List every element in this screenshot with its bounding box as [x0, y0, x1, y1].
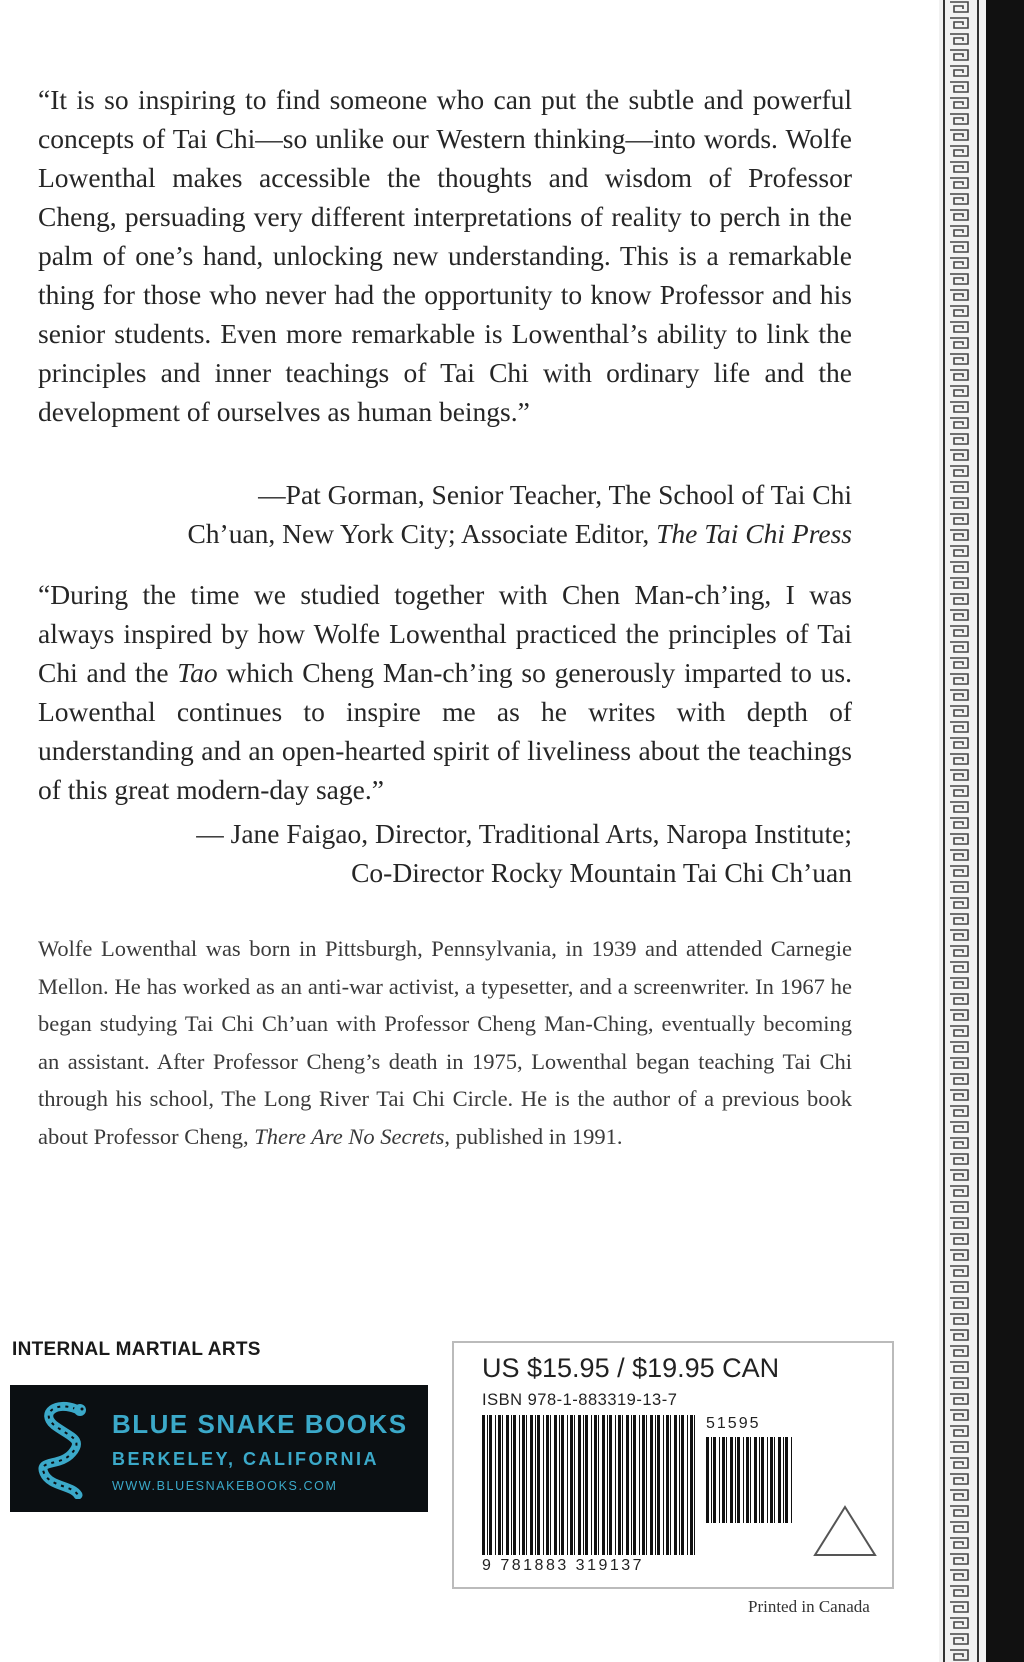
barcode-number: 9 781883 319137	[482, 1557, 645, 1574]
barcode-bar	[618, 1415, 621, 1555]
barcode-bar	[583, 1415, 584, 1555]
barcode-bar	[537, 1415, 540, 1555]
barcode-bar	[607, 1415, 608, 1555]
barcode-bar	[706, 1437, 709, 1523]
barcode-bar	[570, 1415, 573, 1555]
barcode-bar	[670, 1415, 671, 1555]
barcode-bar	[585, 1415, 588, 1555]
barcode-bar	[746, 1437, 749, 1523]
barcode-bar	[674, 1415, 677, 1555]
barcode-bar	[498, 1415, 501, 1555]
barcode-bar	[743, 1437, 744, 1523]
barcode-bar	[559, 1415, 560, 1555]
testimonial-quote-2	[38, 575, 852, 809]
barcode-bar	[561, 1415, 564, 1555]
barcode-bar	[594, 1415, 597, 1555]
quote-1-attribution-line2	[38, 514, 852, 553]
barcode-bar	[574, 1415, 575, 1555]
quote-1-attribution-line1: —Pat Gorman, Senior Teacher, The School of Tai Chi	[258, 479, 852, 510]
barcode-bar	[750, 1437, 751, 1523]
barcode-bar	[726, 1437, 727, 1523]
barcode-bar	[513, 1415, 516, 1555]
barcode-bar	[711, 1437, 712, 1523]
barcode-bar	[722, 1437, 725, 1523]
barcode-bar	[502, 1415, 503, 1555]
barcode-bar	[783, 1437, 784, 1523]
quote-2-text-part2: which Cheng Man-ch’ing so generously imparted to us. Lowenthal continues to inspire me as he writes with depth of understanding and an open-hearted spirit of liveliness about the teachings of this great modern-day sage.”	[38, 657, 852, 805]
author-bio-part2: , published in 1991.	[444, 1123, 623, 1149]
barcode-bar	[774, 1437, 775, 1523]
barcode-bar	[666, 1415, 669, 1555]
barcode-bar	[602, 1415, 605, 1555]
author-bio	[38, 930, 852, 1155]
greek-key-pattern-icon	[946, 0, 974, 1662]
author-bio-part1: Wolfe Lowenthal was born in Pittsburgh, Pennsylvania, in 1939 and attended Carnegie Mellon. He has worked as an anti-war activist, a typesetter, and a screenwriter. In 1967 he began studying Tai Chi Ch’uan with Professor Cheng Man-Ching, eventually becoming an assistant. After Professor Cheng’s death in 1975, Lowenthal began teaching Tai Chi through his school, The Long River Tai Chi Circle. He is the author of a previous book about Professor Cheng,	[38, 936, 852, 1149]
barcode-bar	[633, 1415, 636, 1555]
border-rule-right	[977, 0, 979, 1662]
border-rule-left	[943, 0, 945, 1662]
barcode-bar	[767, 1437, 768, 1523]
barcode-bar	[578, 1415, 581, 1555]
barcode-bar	[713, 1437, 716, 1523]
publisher-logo	[10, 1385, 428, 1512]
author-bio-text	[38, 930, 852, 1155]
quote-2-attribution-line2: Co-Director Rocky Mountain Tai Chi Ch’uan	[351, 857, 852, 888]
barcode-bar	[791, 1437, 792, 1523]
quote-1-attribution-text: Ch’uan, New York City; Associate Editor,	[187, 518, 657, 549]
barcode-bar	[530, 1415, 533, 1555]
barcode-bar	[719, 1437, 720, 1523]
barcode-bar	[785, 1437, 788, 1523]
testimonial-quote-1	[38, 80, 852, 431]
barcode-bar	[657, 1415, 660, 1555]
quote-2-attribution	[38, 814, 852, 892]
barcode-bar	[511, 1415, 512, 1555]
price-supplement-number: 51595	[706, 1415, 761, 1432]
barcode-bar	[690, 1415, 693, 1555]
barcode-bar	[650, 1415, 653, 1555]
publisher-name: BLUE SNAKE BOOKS	[112, 1409, 408, 1439]
barcode-bar	[487, 1415, 488, 1555]
barcode-bar	[655, 1415, 656, 1555]
barcode-bar	[759, 1437, 760, 1523]
barcode-bar	[687, 1415, 688, 1555]
barcode-bar	[535, 1415, 536, 1555]
barcode-bar	[598, 1415, 599, 1555]
barcode-bar	[770, 1437, 773, 1523]
triangle-icon	[811, 1503, 879, 1559]
barcode-bar	[615, 1415, 616, 1555]
barcode-bar	[626, 1415, 629, 1555]
quote-2-text-part1: “During the time we studied together with Chen Man-ch’ing, I was always inspired by how Wolfe Lowenthal practiced the principles of Tai Chi and the	[38, 579, 852, 688]
publication-title: The Tai Chi Press	[656, 518, 852, 549]
barcode-bar	[681, 1415, 684, 1555]
quote-2-attribution-line1: — Jane Faigao, Director, Traditional Arts, Naropa Institute;	[196, 818, 852, 849]
barcode-bar	[495, 1415, 496, 1555]
barcode-bar	[663, 1415, 664, 1555]
publisher-url: WWW.BLUESNAKEBOOKS.COM	[112, 1479, 338, 1493]
spine-edge	[986, 0, 1024, 1662]
blue-snake-icon	[26, 1399, 98, 1499]
price-supplement-barcode	[706, 1437, 794, 1523]
barcode-bar	[694, 1415, 695, 1555]
barcode-bar	[591, 1415, 592, 1555]
barcode-bar	[735, 1437, 736, 1523]
barcode-bar	[522, 1415, 525, 1555]
barcode-bar	[761, 1437, 764, 1523]
barcode-bar	[546, 1415, 549, 1555]
barcode-bar	[642, 1415, 645, 1555]
barcode-bar	[567, 1415, 568, 1555]
barcode-bar	[554, 1415, 557, 1555]
barcode-bar	[543, 1415, 544, 1555]
barcode-bar	[622, 1415, 623, 1555]
previous-book-title: There Are No Secrets	[254, 1123, 445, 1149]
quote-2-text	[38, 575, 852, 809]
barcode-bar	[737, 1437, 740, 1523]
barcode-bar	[609, 1415, 612, 1555]
quote-1-attribution	[38, 475, 852, 553]
barcode-bar	[519, 1415, 520, 1555]
barcode-bar	[646, 1415, 647, 1555]
quote-2-italic-term: Tao	[177, 657, 218, 688]
category-label: INTERNAL MARTIAL ARTS	[12, 1339, 261, 1360]
barcode-bar	[730, 1437, 733, 1523]
barcode-bar	[679, 1415, 680, 1555]
publisher-city: BERKELEY, CALIFORNIA	[112, 1449, 380, 1469]
price-label: US $15.95 / $19.95 CAN	[482, 1353, 780, 1383]
barcode-bar	[526, 1415, 527, 1555]
barcode-bar	[778, 1437, 781, 1523]
quote-1-text: “It is so inspiring to find someone who can put the subtle and powerful concepts of Tai Chi—so unlike our Western thinking—into words. Wolfe Lowenthal makes accessible the thoughts and wisdom of Professor Cheng, persuading very different interpretations of reality to perch in the palm of one’s hand, unlocking new understanding. This is a remarkable thing for those who never had the opportunity to know Professor and his senior students. Even more remarkable is Lowenthal’s ability to link the principles and inner teachings of Tai Chi with ordinary life and the development of ourselves as human beings.”	[38, 84, 852, 427]
barcode-bar	[631, 1415, 632, 1555]
barcode-bar	[506, 1415, 509, 1555]
barcode-bar	[639, 1415, 640, 1555]
barcode-box	[452, 1341, 894, 1589]
isbn-label: ISBN 978-1-883319-13-7	[482, 1391, 678, 1409]
barcode-bar	[482, 1415, 485, 1555]
barcode-bar	[489, 1415, 492, 1555]
barcode-bar	[754, 1437, 757, 1523]
barcode-bar	[550, 1415, 551, 1555]
isbn-barcode	[482, 1415, 700, 1555]
printed-in-label: Printed in Canada	[748, 1597, 870, 1616]
